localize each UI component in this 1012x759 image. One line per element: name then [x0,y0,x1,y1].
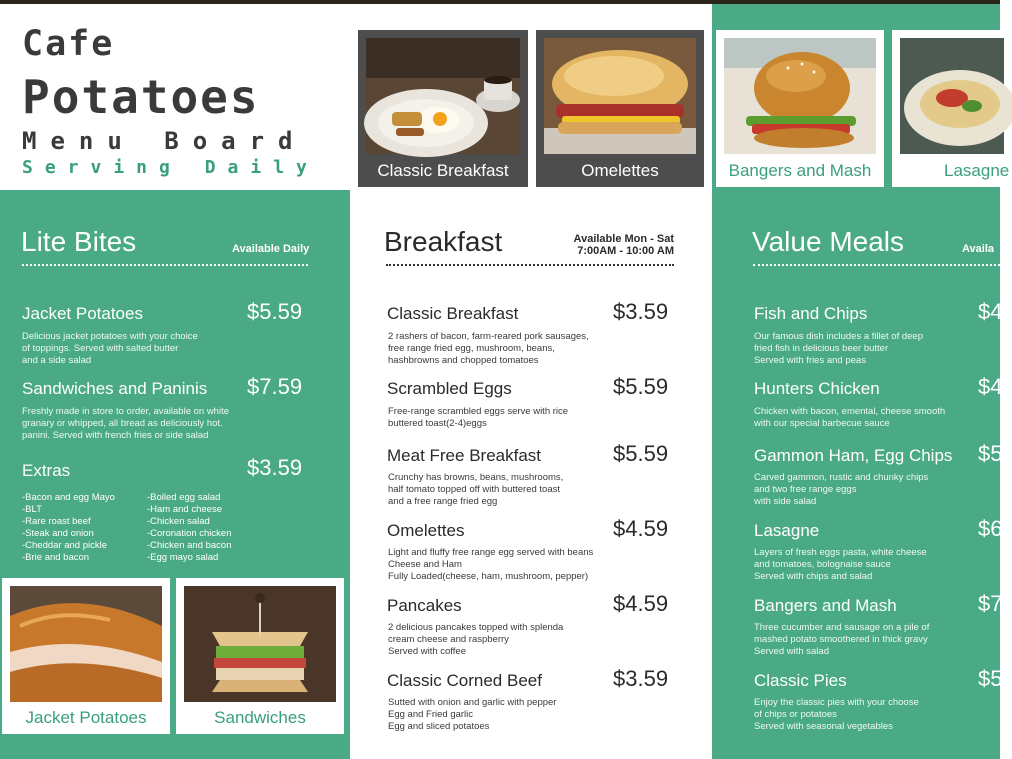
breakfast-title: Breakfast [384,226,503,257]
divider [386,264,674,266]
value-meals-availability: Availa [962,243,995,255]
biscuit-sandwich-photo [544,38,696,154]
extras-item: -Chicken and bacon [147,540,232,551]
photo-card-omelettes [536,30,704,187]
menu-item-name: Classic Pies [754,671,847,690]
menu-item-price: $5.59 [613,441,669,466]
photo-caption: Bangers and Mash [728,161,872,180]
menu-item-description: Sutted with onion and garlic with pepper Egg and Fried garlic Egg and sliced potatoes [388,697,557,732]
menu-item-price: $5.59 [247,299,303,324]
extras-item: -BLT [22,504,42,515]
photo-card-classic-breakfast [358,30,528,187]
photo-caption: Sandwiches [214,708,306,727]
extras-item: -Steak and onion [22,528,94,539]
menu-item-description: Delicious jacket potatoes with your choice of toppings. Served with salted butter and a side salad [22,331,198,366]
extras-item: -Rare roast beef [22,516,91,527]
extras-item: -Cheddar and pickle [22,540,108,551]
burger-photo [724,38,876,154]
menu-item-name: Sandwiches and Paninis [22,379,208,398]
menu-item-price: $3.59 [247,455,303,480]
menu-item-name: Fish and Chips [754,304,868,323]
breakfast-availability-days: Available Mon - Sat [573,233,674,245]
menu-item-price: $5.59 [613,374,669,399]
menu-item-description: Carved gammon, rustic and chunky chips and two free range eggs with side salad [754,472,929,507]
menu-item-price: $4.59 [613,591,669,616]
menu-item-name: Jacket Potatoes [22,304,143,323]
brand-cafe: Cafe [22,24,115,64]
breakfast-availability-hours: 7:00AM - 10:00 AM [577,245,674,257]
menu-item-price: $3.59 [613,299,669,324]
extras-item: -Egg mayo salad [147,552,219,563]
menu-item-price: $7 [978,591,1003,616]
photo-card-jacket-potatoes [2,578,170,734]
divider [22,264,308,266]
brand-potatoes: Potatoes [22,70,260,124]
value-meals-title: Value Meals [752,226,905,257]
menu-item-description: Three cucumber and sausage on a pile of mashed potato smoothered in thick gravy Served with salad [754,622,930,657]
breakfast-plate-photo [366,38,520,154]
menu-item-description: Freshly made in store to order, available on white granary or whipped, all bread as deliciously hot. panini. Served with french fries or side salad [22,406,229,441]
extras-item: -Chicken salad [147,516,210,527]
photo-card-sandwiches [176,578,344,734]
menu-item-name: Bangers and Mash [754,596,897,615]
photo-caption: Omelettes [581,161,659,180]
menu-item-price: $4 [978,374,1003,399]
baguette-photo [10,586,162,702]
extras-list-left [22,492,115,564]
extras-item: -Boiled egg salad [147,492,221,503]
extras-item: -Coronation chicken [147,528,232,539]
club-sandwich-photo [184,586,336,702]
divider [753,264,1000,266]
menu-item-price: $4 [978,299,1003,324]
menu-item-description: Light and fluffy free range egg served with beans Cheese and Ham Fully Loaded(cheese, ham, mushroom, pepper) [388,547,594,582]
menu-item-price: $3.59 [613,666,669,691]
photo-caption: Lasagne [944,161,1010,180]
menu-item-name: Omelettes [387,521,465,540]
menu-item-description: 2 delicious pancakes topped with splenda cream cheese and raspberry Served with coffee [388,622,564,657]
menu-item-price: $5 [978,666,1003,691]
brand-menu-board: Menu Board [22,127,307,155]
menu-item-description: Enjoy the classic pies with your choose of chips or potatoes Served with seasonal vegetables [754,697,919,732]
extras-list-right [147,492,232,564]
menu-item-description: Crunchy has browns, beans, mushrooms, half tomato topped off with buttered toast and a free range fried egg [388,472,564,507]
menu-item-description: Layers of fresh eggs pasta, white cheese and tomatoes, bolognaise sauce Served with chips and salad [754,547,927,582]
menu-item-name: Hunters Chicken [754,379,880,398]
menu-item-price: $6 [978,516,1003,541]
photo-caption: Jacket Potatoes [25,708,147,727]
menu-item-name: Lasagne [754,521,820,540]
menu-item-price: $5 [978,441,1003,466]
brand-serving-daily: Serving Daily [22,157,319,178]
menu-item-price: $7.59 [247,374,303,399]
menu-item-name: Classic Corned Beef [387,671,542,690]
menu-item-name: Gammon Ham, Egg Chips [754,446,953,465]
extras-item: -Brie and bacon [22,552,90,563]
extras-item: -Ham and cheese [147,504,222,515]
menu-item-price: $4.59 [613,516,669,541]
menu-item-name: Meat Free Breakfast [387,446,542,465]
menu-item-description: Our famous dish includes a fillet of deep fried fish in delicious beer butter Served with fries and peas [754,331,923,366]
photo-caption: Classic Breakfast [377,161,509,180]
lite-bites-availability: Available Daily [232,243,310,255]
menu-item-name: Pancakes [387,596,462,615]
pasta-photo [900,38,1004,154]
extras-item: -Bacon and egg Mayo [22,492,115,503]
menu-item-name: Extras [22,461,71,480]
menu-item-description: Chicken with bacon, emental, cheese smooth with our special barbecue sauce [754,406,946,429]
menu-item-name: Classic Breakfast [387,304,519,323]
menu-item-description: 2 rashers of bacon, farm-reared pork sausages, free range fried egg, mushroom, beans, hashbrowns and chopped tomatoes [388,331,589,366]
menu-item-description: Free-range scrambled eggs serve with rice buttered toast(2-4)eggs [388,406,569,429]
photo-card-bangers-and-mash [716,30,884,187]
photo-card-lasagne [892,30,1012,187]
lite-bites-title: Lite Bites [21,226,137,257]
menu-item-name: Scrambled Eggs [387,379,512,398]
